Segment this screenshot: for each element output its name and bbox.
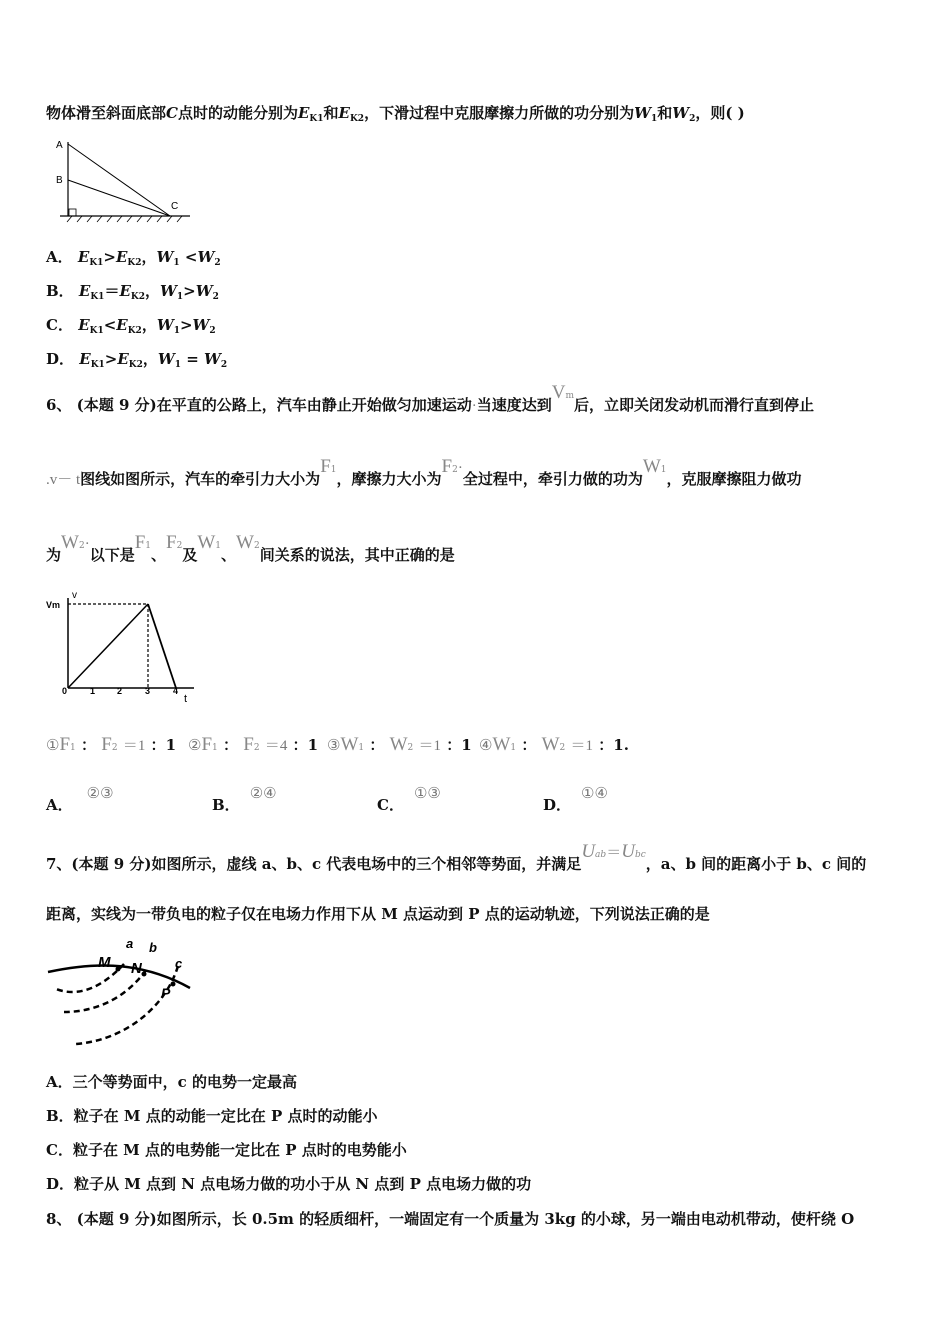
graph-tick-1: 1	[90, 686, 96, 696]
label-a: a	[126, 936, 134, 951]
label-C: C	[171, 201, 179, 212]
q6-statement-2: ②F1 ： F2 ＝4 ：1	[188, 734, 318, 755]
q5-stem: 物体滑至斜面底部C点时的动能分别为$E_{K1}$和$E_{K2}$，下滑过程中克服摩擦力所做的功分别为$W_1$和$W_2$，则( )	[46, 104, 745, 124]
label-B: B	[56, 175, 63, 186]
equipotential-figure	[46, 936, 206, 1056]
q6-statement-4: ④W1 ： W2 ＝1 ：1.	[479, 734, 629, 755]
q7-option-d: D．粒子从 M 点到 N 点电场力做的功小于从 N 点到 P 点电场力做的功	[46, 1175, 532, 1193]
label-M: M	[98, 954, 111, 971]
graph-tick-0: 0	[62, 686, 68, 696]
q6-statement-1: ①F1 ： F2 ＝1 ：1	[46, 734, 176, 755]
graph-label-v: v	[72, 590, 77, 601]
graph-tick-4: 4	[173, 686, 179, 696]
q6-line3: 为$W^2\cdot$以下是$F^1$、$F^2$及$W^1$、$W^2$间关系的说法，其中正确的是	[46, 532, 455, 564]
label-N: N	[131, 960, 142, 977]
q6-statement-3: ③W1 ： W2 ＝1 ：1	[327, 734, 472, 755]
q6-choice-c: C．①③	[377, 786, 441, 814]
incline-figure	[50, 136, 195, 226]
q6-choice-b: B．②④	[212, 786, 277, 814]
q7-option-a: A．三个等势面中，c 的电势一定最高	[46, 1073, 297, 1091]
q6-line1: 6、 (本题 9 分)在平直的公路上，汽车由静止开始做匀加速运动·当速度达到$V^m$后，立即关闭发动机而滑行直到停止	[46, 382, 815, 414]
q5-option-c: C． $E_{K1}<E_{K2}$，$W_1>W_2$	[46, 316, 216, 336]
graph-tick-2: 2	[117, 686, 123, 696]
q7-line1: 7、(本题 9 分)如图所示，虚线 a、b、c 代表电场中的三个相邻等势面，并满足$U^{ab}=U^{bc}$，a、b 间的距离小于 b、c 间的	[46, 841, 867, 873]
q5-option-a: A． $E_{K1}>E_{K2}$，$W_1 <W_2$	[46, 248, 221, 268]
label-b: b	[149, 940, 157, 955]
q5-option-d: D． $E_{K1}>E_{K2}$，$W_1 = W_2$	[46, 350, 228, 370]
q6-choice-a: A．②③	[46, 786, 114, 814]
q6-line2: .v－ t图线如图所示，汽车的牵引力大小为$F^1$，摩擦力大小为$F^2\cdot$全过程中，牵引力做的功为$W^1$，克服摩擦阻力做功	[46, 456, 802, 488]
q7-option-b: B．粒子在 M 点的动能一定比在 P 点时的动能小	[46, 1107, 378, 1125]
q6-choice-d: D．①④	[543, 786, 608, 814]
q8-line1: 8、 (本题 9 分)如图所示，长 0.5m 的轻质细杆，一端固定有一个质量为 3kg 的小球，另一端由电动机带动，使杆绕 O	[46, 1210, 855, 1228]
label-c: c	[175, 956, 183, 971]
q5-option-b: B． $E_{K1}=E_{K2}$，$W_1>W_2$	[46, 282, 219, 302]
graph-tick-3: 3	[145, 686, 151, 696]
graph-label-vm: Vm	[46, 600, 61, 610]
label-P: P	[161, 985, 171, 1001]
q7-option-c: C．粒子在 M 点的电势能一定比在 P 点时的电势能小	[46, 1141, 407, 1159]
label-A: A	[56, 140, 63, 151]
vt-graph	[44, 590, 196, 708]
q7-line2: 距离，实线为一带负电的粒子仅在电场力作用下从 M 点运动到 P 点的运动轨迹，下列说法正确的是	[46, 905, 710, 923]
graph-label-t: t	[184, 693, 188, 705]
